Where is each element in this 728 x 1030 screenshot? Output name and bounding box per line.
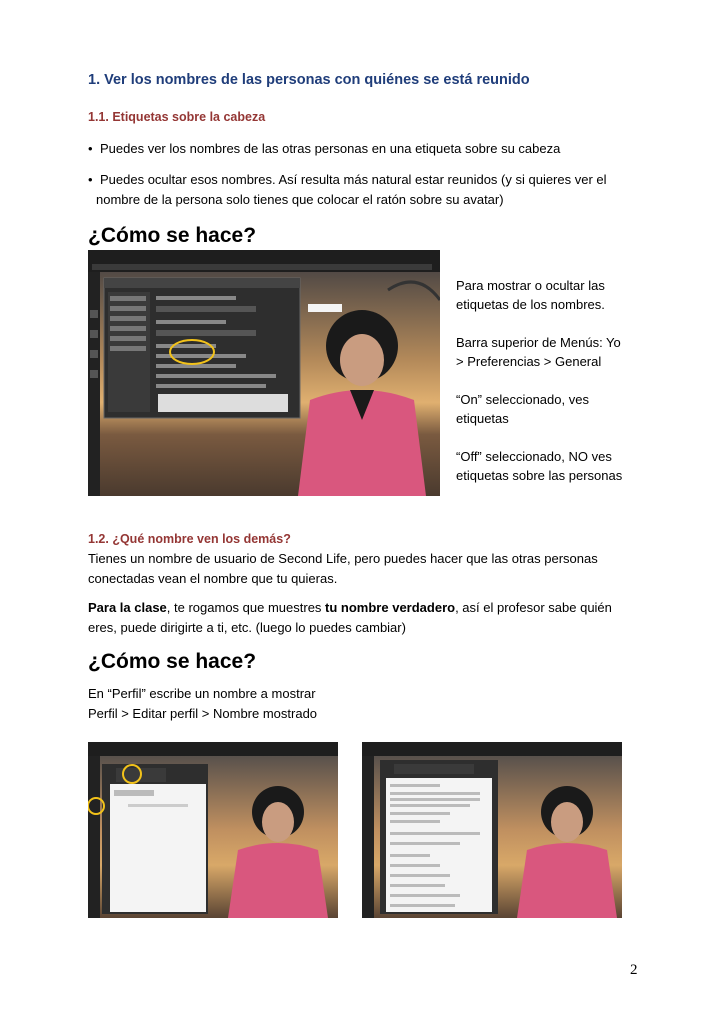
bullet-see-names: • Puedes ver los nombres de las otras personas en una etiqueta sobre su cabeza	[88, 141, 561, 156]
paragraph-class-line2: eres, puede dirigirte a ti, etc. (luego lo puedes cambiar)	[88, 620, 406, 635]
bullet-hide-names: • Puedes ocultar esos nombres. Así resulta más natural estar reunidos (y si quieres ver el	[88, 172, 607, 187]
screenshot-edit-profile	[362, 742, 622, 918]
side-note-purpose: Para mostrar o ocultar las etiquetas de los nombres.	[456, 278, 605, 312]
side-note-on: “On” seleccionado, ves etiquetas	[456, 392, 589, 426]
instruction-line2: Perfil > Editar perfil > Nombre mostrado	[88, 706, 318, 721]
screenshot-profile	[88, 742, 338, 918]
screenshot-preferences	[88, 250, 440, 496]
paragraph-username-line1: Tienes un nombre de usuario de Second Life, pero puedes hacer que las otras personas	[88, 551, 598, 566]
paragraph-class-line1: Para la clase, te rogamos que muestres tu nombre verdadero, así el profesor sabe quién	[88, 600, 612, 615]
how-heading-1: ¿Cómo se hace?	[88, 224, 257, 247]
bullet-hide-names-cont: nombre de la persona solo tienes que colocar el ratón sobre su avatar)	[96, 192, 504, 207]
subsection-title-labels: 1.1. Etiquetas sobre la cabeza	[88, 110, 266, 124]
screenshot-preferences-image	[88, 250, 440, 496]
screenshot-profile-image	[88, 742, 338, 918]
section-title: 1. Ver los nombres de las personas con quiénes se está reunido	[88, 72, 530, 88]
how-heading-2: ¿Cómo se hace?	[88, 650, 257, 673]
side-note-off: “Off” seleccionado, NO ves etiquetas sobre las personas	[456, 449, 623, 483]
paragraph-username-line2: conectadas vean el nombre que tu quieras.	[88, 571, 338, 586]
side-note-menu-path: Barra superior de Menús: Yo > Preferencias > General	[456, 335, 621, 369]
page-number: 2	[630, 962, 638, 978]
instruction-line1: En “Perfil” escribe un nombre a mostrar	[88, 686, 316, 701]
subsection-title-display-name: 1.2. ¿Qué nombre ven los demás?	[88, 532, 291, 546]
screenshot-edit-profile-image	[362, 742, 622, 918]
side-notes	[456, 276, 631, 504]
